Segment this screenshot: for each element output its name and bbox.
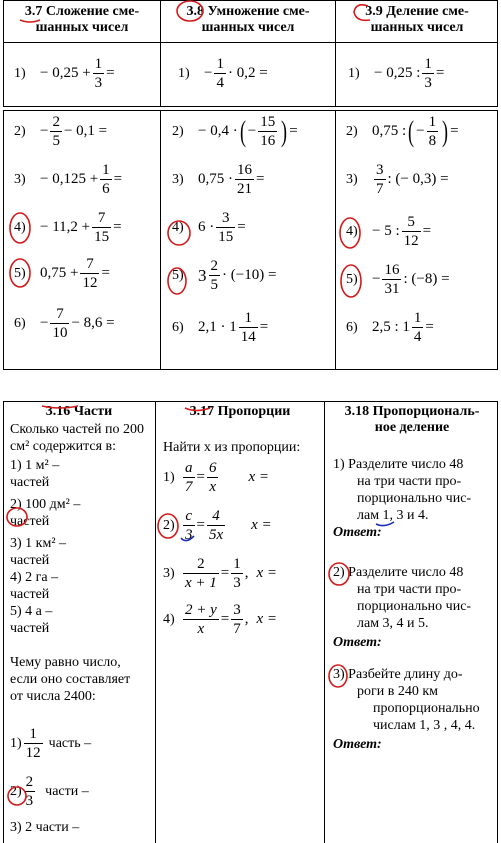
section-3-16-p2: 2) $\frac{2}{3}$ части – bbox=[10, 774, 89, 809]
section-title-3-17: 3.17 Пропорции bbox=[189, 404, 291, 419]
exercise-3-9-5: 5) − $\frac{16}{31}$ : (−8) = bbox=[346, 262, 450, 297]
exercise-3-8-1: 1) − $\frac{1}{4}$ · 0,2 = bbox=[178, 56, 268, 91]
section-3-18-task-3: 3) Разбейте длину до- роги в 240 км пропорционально числам 1, 3 , 4, 4. Ответ: bbox=[333, 667, 480, 752]
proportion-4: 4) $\frac{2 + y}{x}$ = $\frac{3}{7}$ , x = bbox=[163, 602, 278, 637]
divider bbox=[160, 110, 161, 370]
exercise-3-7-1: 1) − 0,25 + $\frac{1}{3}$ = bbox=[14, 56, 115, 91]
section-3-18-task-1: 1) Разделите число 48 на три части про- порционально чис- лам 1, 3 и 4. Ответ: bbox=[333, 457, 472, 540]
section-3-16-body: Сколько частей по 200 см² содержится в: 1) 1 м² – частей 2) 100 дм² – частей 3) 1 км² – частей 4) 2 га – частей 5) 4 а – частей Чему равно число, если оно составляет от числа 2400: bbox=[10, 422, 144, 704]
exercise-3-7-5: 5) 0,75 + $\frac{7}{12}$ = bbox=[14, 256, 110, 291]
exercise-3-9-4: 4) − 5 : $\frac{5}{12}$ = bbox=[346, 214, 432, 249]
divider bbox=[335, 110, 336, 370]
section-3-16-p1: 1) $\frac{1}{12}$ часть – bbox=[10, 726, 92, 761]
exercise-3-7-4: 4) − 11,2 + $\frac{7}{15}$ = bbox=[14, 210, 122, 245]
divider bbox=[324, 401, 325, 843]
exercise-3-9-6: 6) 2,5 : 1 $\frac{1}{4}$ = bbox=[346, 310, 434, 345]
exercise-3-8-3: 3) 0,75 · $\frac{16}{21}$ = bbox=[172, 162, 265, 197]
section-title-3-16: 3.16 Части bbox=[45, 404, 113, 419]
proportion-2: 2) $\frac{c}{3}$ = $\frac{4}{5x}$ x = bbox=[163, 508, 272, 543]
exercise-3-9-1: 1) − 0,25 : $\frac{1}{3}$ = bbox=[348, 56, 445, 91]
exercise-3-7-3: 3) − 0,125 + $\frac{1}{6}$ = bbox=[14, 162, 123, 197]
section-3-17-intro: Найти x из пропорции: bbox=[163, 440, 301, 455]
divider bbox=[155, 401, 156, 843]
section-title-3-18: 3.18 Пропорциональ- ное деление bbox=[344, 404, 480, 435]
exercise-3-9-3: 3) $\frac{3}{7}$ : (− 0,3) = bbox=[346, 162, 449, 197]
divider bbox=[335, 0, 336, 107]
section-3-18-task-2: 2) Разделите число 48 на три части про- порционально чис- лам 3, 4 и 5. Ответ: bbox=[333, 565, 472, 650]
exercise-3-8-5: 5) 3 $\frac{2}{5}$ · (−10) = bbox=[172, 258, 277, 293]
section-3-16-p3: 3) 2 части – bbox=[10, 820, 80, 835]
section-title-3-7: 3.7 Сложение сме- шанных чисел bbox=[24, 4, 140, 35]
exercise-3-8-4: 4) 6 · $\frac{3}{15}$ = bbox=[172, 210, 246, 245]
exercise-3-9-2: 2) 0,75 : ( − $\frac{1}{8}$ ) = bbox=[346, 114, 459, 149]
divider bbox=[3, 42, 498, 43]
exercise-3-7-2: 2) − $\frac{2}{5}$ − 0,1 = bbox=[14, 114, 108, 149]
proportion-1: 1) $\frac{a}{7}$ = $\frac{6}{x}$ x = bbox=[163, 460, 269, 495]
divider bbox=[160, 0, 161, 107]
exercise-3-8-6: 6) 2,1 · 1 $\frac{1}{14}$ = bbox=[172, 310, 269, 345]
section-title-3-8: 3.8 Умножение сме- шанных чисел bbox=[186, 4, 310, 35]
section-title-3-9: 3.9 Деление сме- шанных чисел bbox=[365, 4, 469, 35]
exercise-3-8-2: 2) − 0,4 · ( − $\frac{15}{16}$ ) = bbox=[172, 114, 298, 149]
proportion-3: 3) $\frac{2}{x + 1}$ = $\frac{1}{3}$ , x = bbox=[163, 556, 278, 591]
exercise-3-7-6: 6) − $\frac{7}{10}$ − 8,6 = bbox=[14, 306, 115, 341]
